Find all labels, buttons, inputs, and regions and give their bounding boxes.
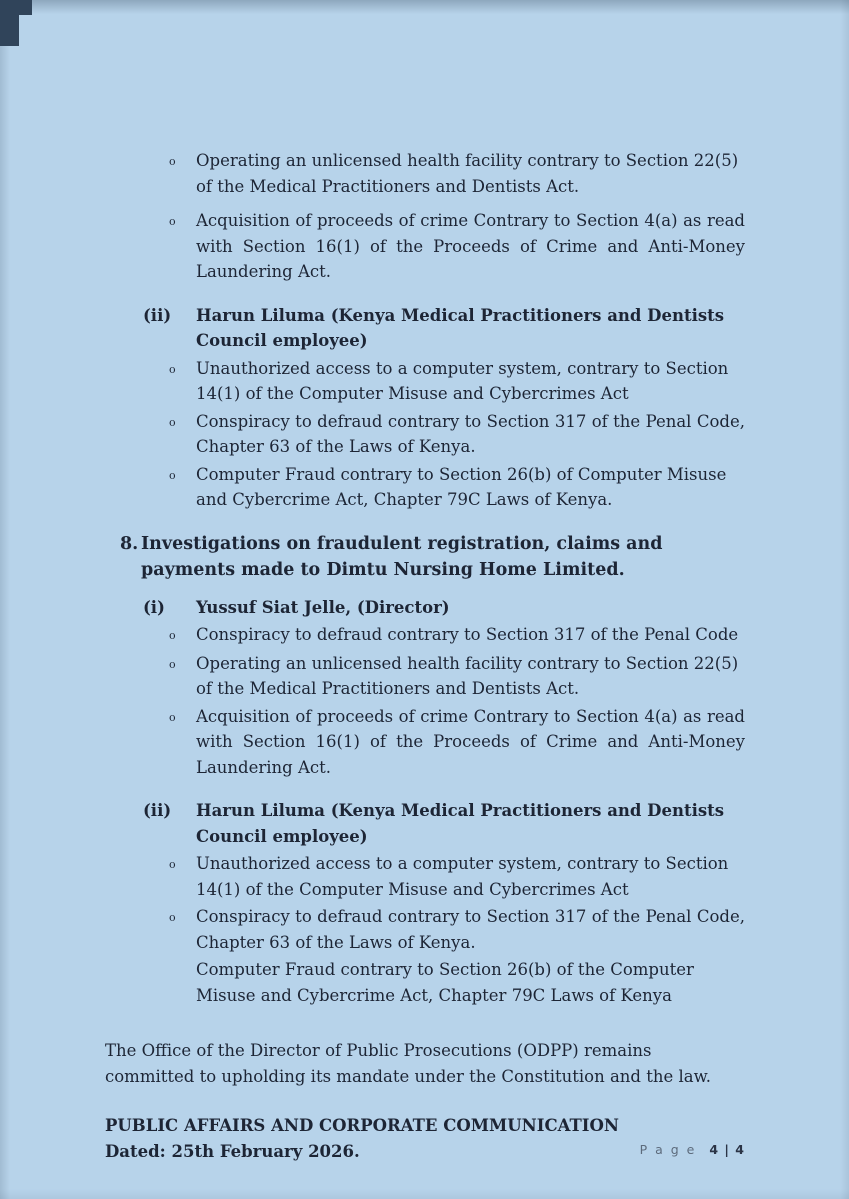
list-item	[105, 904, 745, 955]
bullet-continuation-text: Computer Fraud contrary to Section 26(b) of the Computer Misuse and Cybercrime Act, Chapter 79C Laws of Kenya	[196, 960, 694, 1005]
section-number: 8.	[120, 533, 139, 554]
page-footer	[640, 1142, 745, 1157]
bullet-text: Operating an unlicensed health facility contrary to Section 22(5) of the Medical Practitioners and Dentists Act.	[196, 151, 739, 196]
bullet-marker: o	[169, 911, 176, 924]
bullet-text: Acquisition of proceeds of crime Contrary to Section 4(a) as read with Section 16(1) of the Proceeds of Crime and Anti-Money Laundering Act.	[196, 706, 745, 777]
bullet-text: Computer Fraud contrary to Section 26(b) of Computer Misuse and Cybercrime Act, Chapter 79C Laws of Kenya.	[196, 464, 727, 509]
list-item	[105, 148, 745, 199]
list-item	[105, 851, 745, 902]
sub-item-title: Harun Liluma (Kenya Medical Practitioners and Dentists Council employee)	[196, 305, 725, 350]
bullet-text: Unauthorized access to a computer system, contrary to Section 14(1) of the Computer Misuse and Cybercrimes Act	[196, 358, 729, 403]
sub-item-heading	[105, 303, 745, 354]
bullet-text: Conspiracy to defraud contrary to Section 317 of the Penal Code, Chapter 63 of the Laws of Kenya.	[196, 907, 745, 952]
section-title: Investigations on fraudulent registration, claims and payments made to Dimtu Nursing Home Limited.	[141, 533, 663, 580]
page-label: P a g e	[639, 1142, 697, 1157]
page-number: 4 | 4	[709, 1142, 745, 1157]
list-item	[105, 704, 745, 781]
sub-item-heading	[105, 798, 745, 849]
bullet-text: Unauthorized access to a computer system, contrary to Section 14(1) of the Computer Misuse and Cybercrimes Act	[196, 854, 729, 899]
bullet-text: Operating an unlicensed health facility contrary to Section 22(5) of the Medical Practitioners and Dentists Act.	[196, 653, 739, 698]
bullet-marker: o	[169, 629, 176, 642]
bullet-marker: o	[169, 155, 176, 168]
bullet-text: Acquisition of proceeds of crime Contrary to Section 4(a) as read with Section 16(1) of the Proceeds of Crime and Anti-Money Laundering Act.	[196, 211, 745, 281]
sub-item-label: (i)	[143, 597, 165, 617]
signoff-line-1: PUBLIC AFFAIRS AND CORPORATE COMMUNICATION	[105, 1116, 619, 1135]
bullet-text: Conspiracy to defraud contrary to Section 317 of the Penal Code	[196, 625, 739, 644]
bullet-marker: o	[169, 215, 176, 228]
sub-item-title: Harun Liluma (Kenya Medical Practitioners and Dentists Council employee)	[196, 801, 725, 846]
list-item	[105, 356, 745, 407]
bullet-marker: o	[169, 362, 176, 376]
bullet-marker: o	[169, 468, 176, 482]
closing-paragraph: The Office of the Director of Public Prosecutions (ODPP) remains committed to upholding its mandate under the Constitution and the law.	[105, 1041, 712, 1086]
sub-item-label: (ii)	[143, 305, 172, 325]
sub-item-title: Yussuf Siat Jelle, (Director)	[196, 597, 450, 617]
bullet-marker	[169, 957, 196, 1008]
scan-corner-artifact	[0, 0, 32, 15]
bullet-marker: o	[169, 858, 176, 871]
signoff-line-2: Dated: 25th February 2026.	[105, 1142, 360, 1161]
bullet-text: Conspiracy to defraud contrary to Section 317 of the Penal Code, Chapter 63 of the Laws of Kenya.	[196, 411, 745, 456]
sub-item-label: (ii)	[143, 801, 172, 820]
list-item	[105, 409, 745, 460]
sub-item-heading	[105, 595, 745, 621]
signoff-block	[105, 1113, 745, 1165]
section-heading	[105, 531, 745, 583]
bullet-marker: o	[169, 710, 176, 724]
list-item	[105, 462, 745, 513]
list-item	[105, 622, 745, 649]
list-item	[105, 208, 745, 285]
bullet-marker: o	[169, 657, 176, 671]
list-item	[105, 957, 745, 1008]
bullet-marker: o	[169, 415, 176, 429]
list-item	[105, 651, 745, 702]
